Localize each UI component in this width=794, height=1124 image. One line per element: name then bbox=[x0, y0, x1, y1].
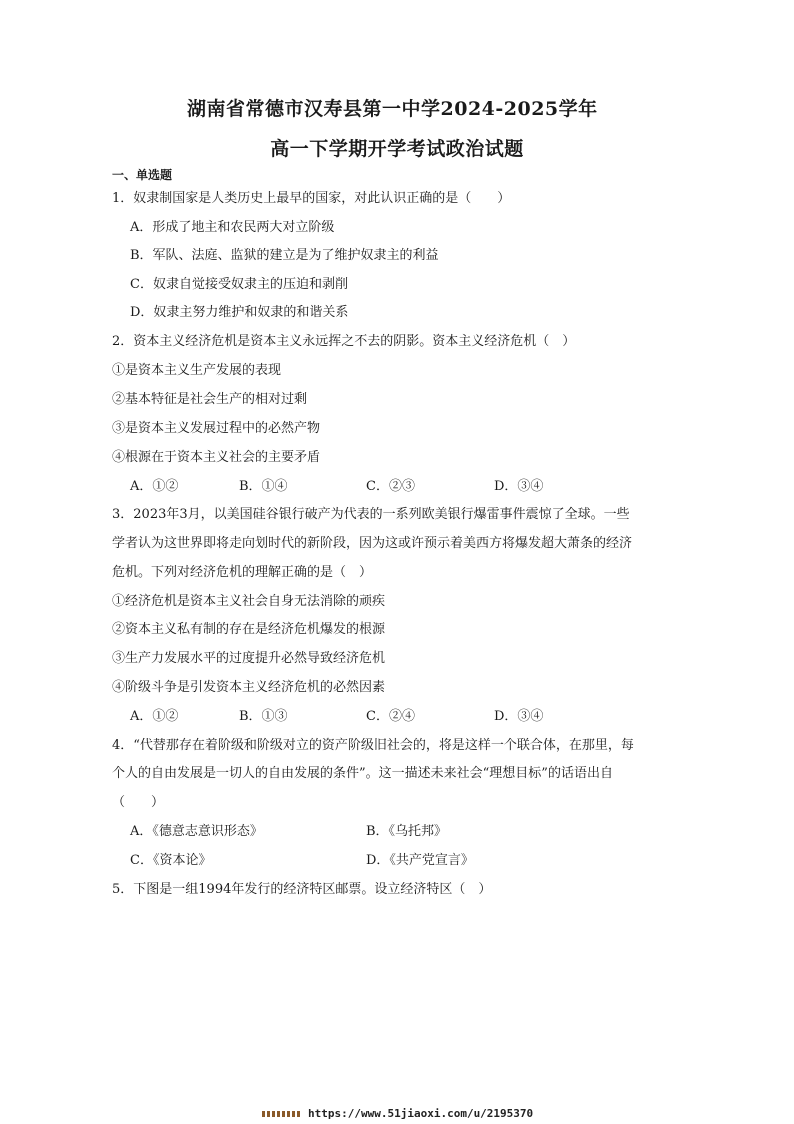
footer-url[interactable]: https://www.51jiaoxi.com/u/2195370 bbox=[308, 1107, 534, 1120]
q3-item-2: ②资本主义私有制的存在是经济危机爆发的根源 bbox=[112, 622, 386, 637]
q2-item-3: ③是资本主义发展过程中的必然产物 bbox=[112, 421, 321, 436]
site-logo-icon bbox=[262, 1111, 302, 1117]
q3-item-1: ①经济危机是资本主义社会自身无法消除的顽疾 bbox=[112, 594, 386, 609]
footer bbox=[262, 1107, 533, 1120]
q2-item-1: ①是资本主义生产发展的表现 bbox=[112, 363, 282, 378]
q1-option-a: A．形成了地主和农民两大对立阶级 bbox=[130, 220, 335, 235]
q2-item-2: ②基本特征是社会生产的相对过剩 bbox=[112, 392, 308, 407]
q4-stem-line2: 个人的自由发展是一切人的自由发展的条件”。这一描述未来社会“理想目标”的话语出自 bbox=[112, 766, 613, 781]
q3-item-4: ④阶级斗争是引发资本主义经济危机的必然因素 bbox=[112, 680, 386, 695]
q3-stem-line3: 危机。下列对经济危机的理解正确的是（ ） bbox=[112, 565, 373, 580]
q1-option-d: D．奴隶主努力维护和奴隶的和谐关系 bbox=[130, 305, 349, 320]
q2-stem: 2．资本主义经济危机是资本主义永远挥之不去的阴影。资本主义经济危机（ ） bbox=[112, 334, 576, 349]
q4-stem-line1: 4．“代替那存在着阶级和阶级对立的资产阶级旧社会的，将是这样一个联合体，在那里，每 bbox=[112, 738, 634, 753]
q1-option-c: C．奴隶自觉接受奴隶主的压迫和剥削 bbox=[130, 277, 348, 292]
q3-option-a: A．①② bbox=[130, 709, 179, 724]
q1-stem: 1．奴隶制国家是人类历史上最早的国家，对此认识正确的是（ ） bbox=[112, 191, 511, 206]
q4-stem-line3: （ ） bbox=[112, 795, 165, 810]
q3-item-3: ③生产力发展水平的过度提升必然导致经济危机 bbox=[112, 651, 386, 666]
q3-stem-line1: 3．2023年3月，以美国硅谷银行破产为代表的一系列欧美银行爆雷事件震惊了全球。一些 bbox=[112, 507, 630, 522]
q3-stem-line2: 学者认为这世界即将走向划时代的新阶段，因为这或许预示着美西方将爆发超大萧条的经济 bbox=[112, 536, 633, 551]
q4-option-b: B．《乌托邦》 bbox=[366, 824, 448, 839]
q4-option-d: D．《共产党宣言》 bbox=[366, 853, 474, 868]
q2-option-d: D．③④ bbox=[494, 479, 544, 494]
q2-option-c: C．②③ bbox=[366, 479, 415, 494]
q2-option-b: B．①④ bbox=[239, 479, 288, 494]
q4-option-a: A．《德意志意识形态》 bbox=[130, 824, 263, 839]
q2-option-a: A．①② bbox=[130, 479, 179, 494]
exam-title-line1: 湖南省常德市汉寿县第一中学2024-2025学年 bbox=[187, 98, 598, 120]
section-heading: 一、单选题 bbox=[112, 168, 173, 182]
q5-stem: 5．下图是一组1994年发行的经济特区邮票。设立经济特区（ ） bbox=[112, 882, 492, 897]
exam-title-line2: 高一下学期开学考试政治试题 bbox=[270, 138, 524, 160]
q1-option-b: B．军队、法庭、监狱的建立是为了维护奴隶主的利益 bbox=[130, 248, 439, 263]
q3-option-b: B．①③ bbox=[239, 709, 288, 724]
q2-item-4: ④根源在于资本主义社会的主要矛盾 bbox=[112, 450, 321, 465]
q3-option-d: D．③④ bbox=[494, 709, 544, 724]
q3-option-c: C．②④ bbox=[366, 709, 415, 724]
q4-option-c: C．《资本论》 bbox=[130, 853, 212, 868]
